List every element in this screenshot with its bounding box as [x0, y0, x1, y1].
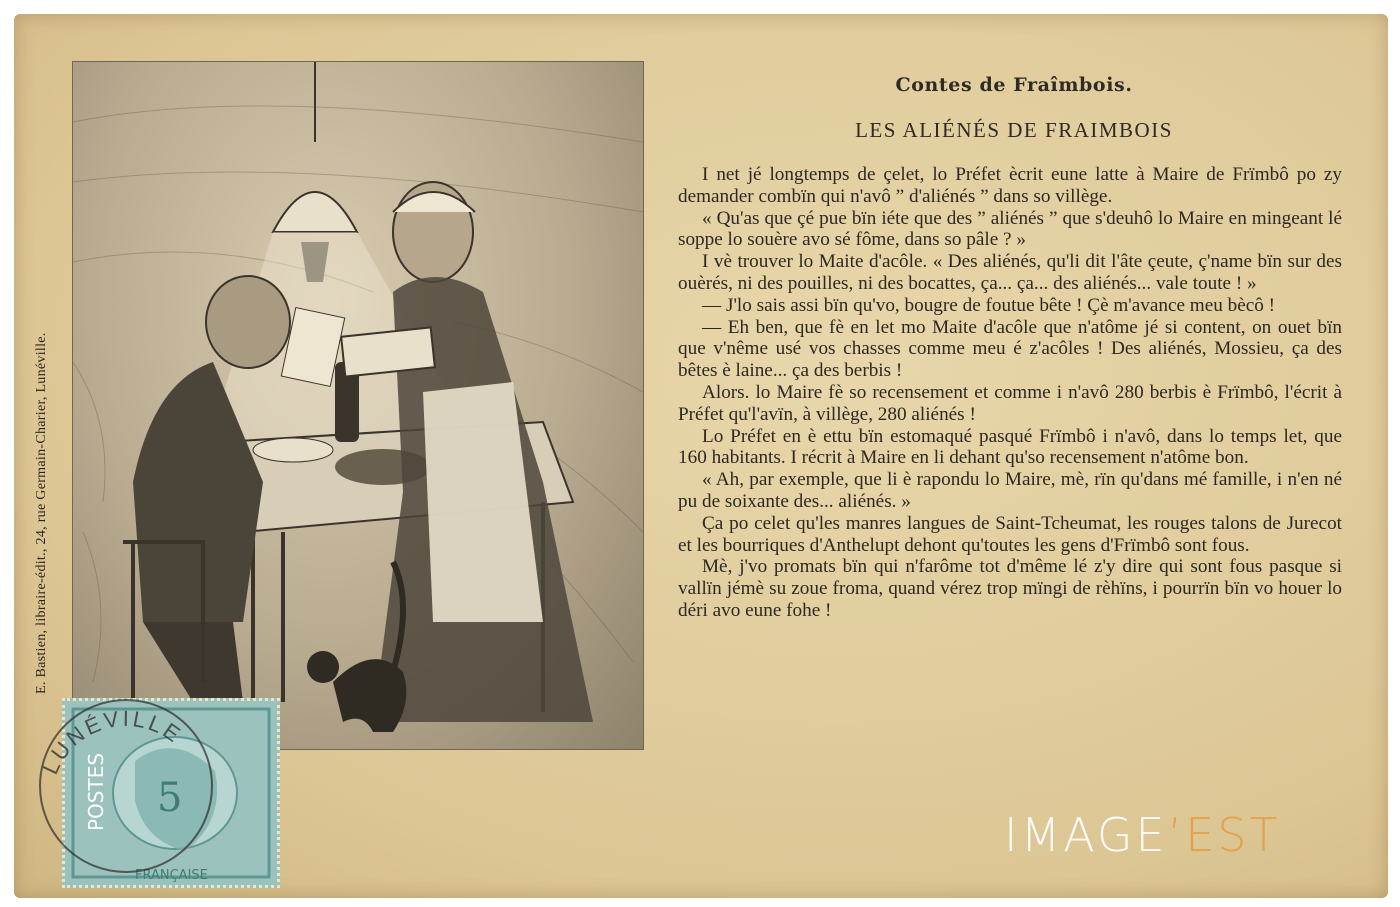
story-title: LES ALIÉNÉS DE FRAIMBOIS [855, 118, 1173, 142]
engraving-illustration [72, 61, 644, 750]
story-paragraph: Mè, j'vo promats bïn qui n'farôme tot d'même lé z'y dire qui sont fous pasque si vallïn jémè su zoue froma, quand vérez trop mïngi de rèhïns, i pourrïn bïn vo houer lo déri avo eune fohe ! [678, 556, 1342, 621]
story-text [678, 164, 1342, 622]
stamp-country-label: FRANÇAISE [135, 868, 208, 883]
story-paragraph: I vè trouver lo Maite d'acôle. « Des aliénés, qu'li dit l'âte çeute, ç'name bïn sur des ouèrés, ni des pouilles, ni des bocattes, ça... ça... des aliénés... vale toute ! » [678, 251, 1342, 294]
stamp-value: 5 [157, 775, 183, 821]
series-title: Contes de Fraîmbois. [895, 74, 1133, 96]
story-paragraph: Lo Préfet en è ettu bïn estomaqué pasqué Frïmbô i n'avô, dans lo temps let, que 160 habitants. I récrit à Maire en li dehant qu'so recensement n'atôme bon. [678, 425, 1342, 469]
story-paragraph: — J'lo sais assi bïn qu'vo, bougre de foutue bête ! Çè m'avance meu bècô ! [702, 294, 1276, 316]
story-paragraph: « Qu'as que çé pue bïn iéte que des ” aliénés ” que s'deuhô lo Maire en mingeant lé soppe lo souère avo sé fôme, dans so pâle ? » [678, 207, 1342, 251]
story-paragraph: I net jé longtemps de çelet, lo Préfet ècrit eune latte à Maire de Frïmbô po zy demander combïn qui n'avô ” d'aliénés ” dans so villège. [678, 164, 1342, 207]
stamp-postes-label: POSTES [84, 752, 108, 831]
story-paragraph: Alors. lo Maire fè so recensement et comme i n'avô 280 berbis è Frïmbô, l'écrit à Préfet qu'l'avïn, à villège, 280 aliénés ! [678, 381, 1342, 425]
kitchen-scene-drawing [73, 62, 643, 749]
story-paragraph: — Eh ben, que fè en let mo Maite d'acôle que n'atôme jé si content, on ouet bïn que v'nême usé vos chasses comme meu é z'acôles ! Des aliénés, Mossieu, ça des bêtes è laine... ça des berbis ! [678, 316, 1342, 382]
publisher-imprint: E. Bastien, libraire-édit., 24, rue Germain-Charier, Lunéville. [34, 332, 49, 694]
image-est-watermark: IMAGE’EST [1004, 808, 1281, 862]
postmark-cancellation [16, 676, 236, 876]
postmark-town: LUNÉVILLE [37, 705, 188, 778]
story-paragraph: « Ah, par exemple, que li è rapondu lo Maire, mè, rïn qu'dans mé famille, i n'en né pu de soixante des... aliénés. » [678, 469, 1342, 512]
story-paragraph: Ça po celet qu'les manres langues de Saint-Tcheumat, les rouges talons de Jurecot et les bourriques d'Anthelupt dehont qu'toutes les gens d'Frïmbô sont fous. [678, 512, 1342, 556]
